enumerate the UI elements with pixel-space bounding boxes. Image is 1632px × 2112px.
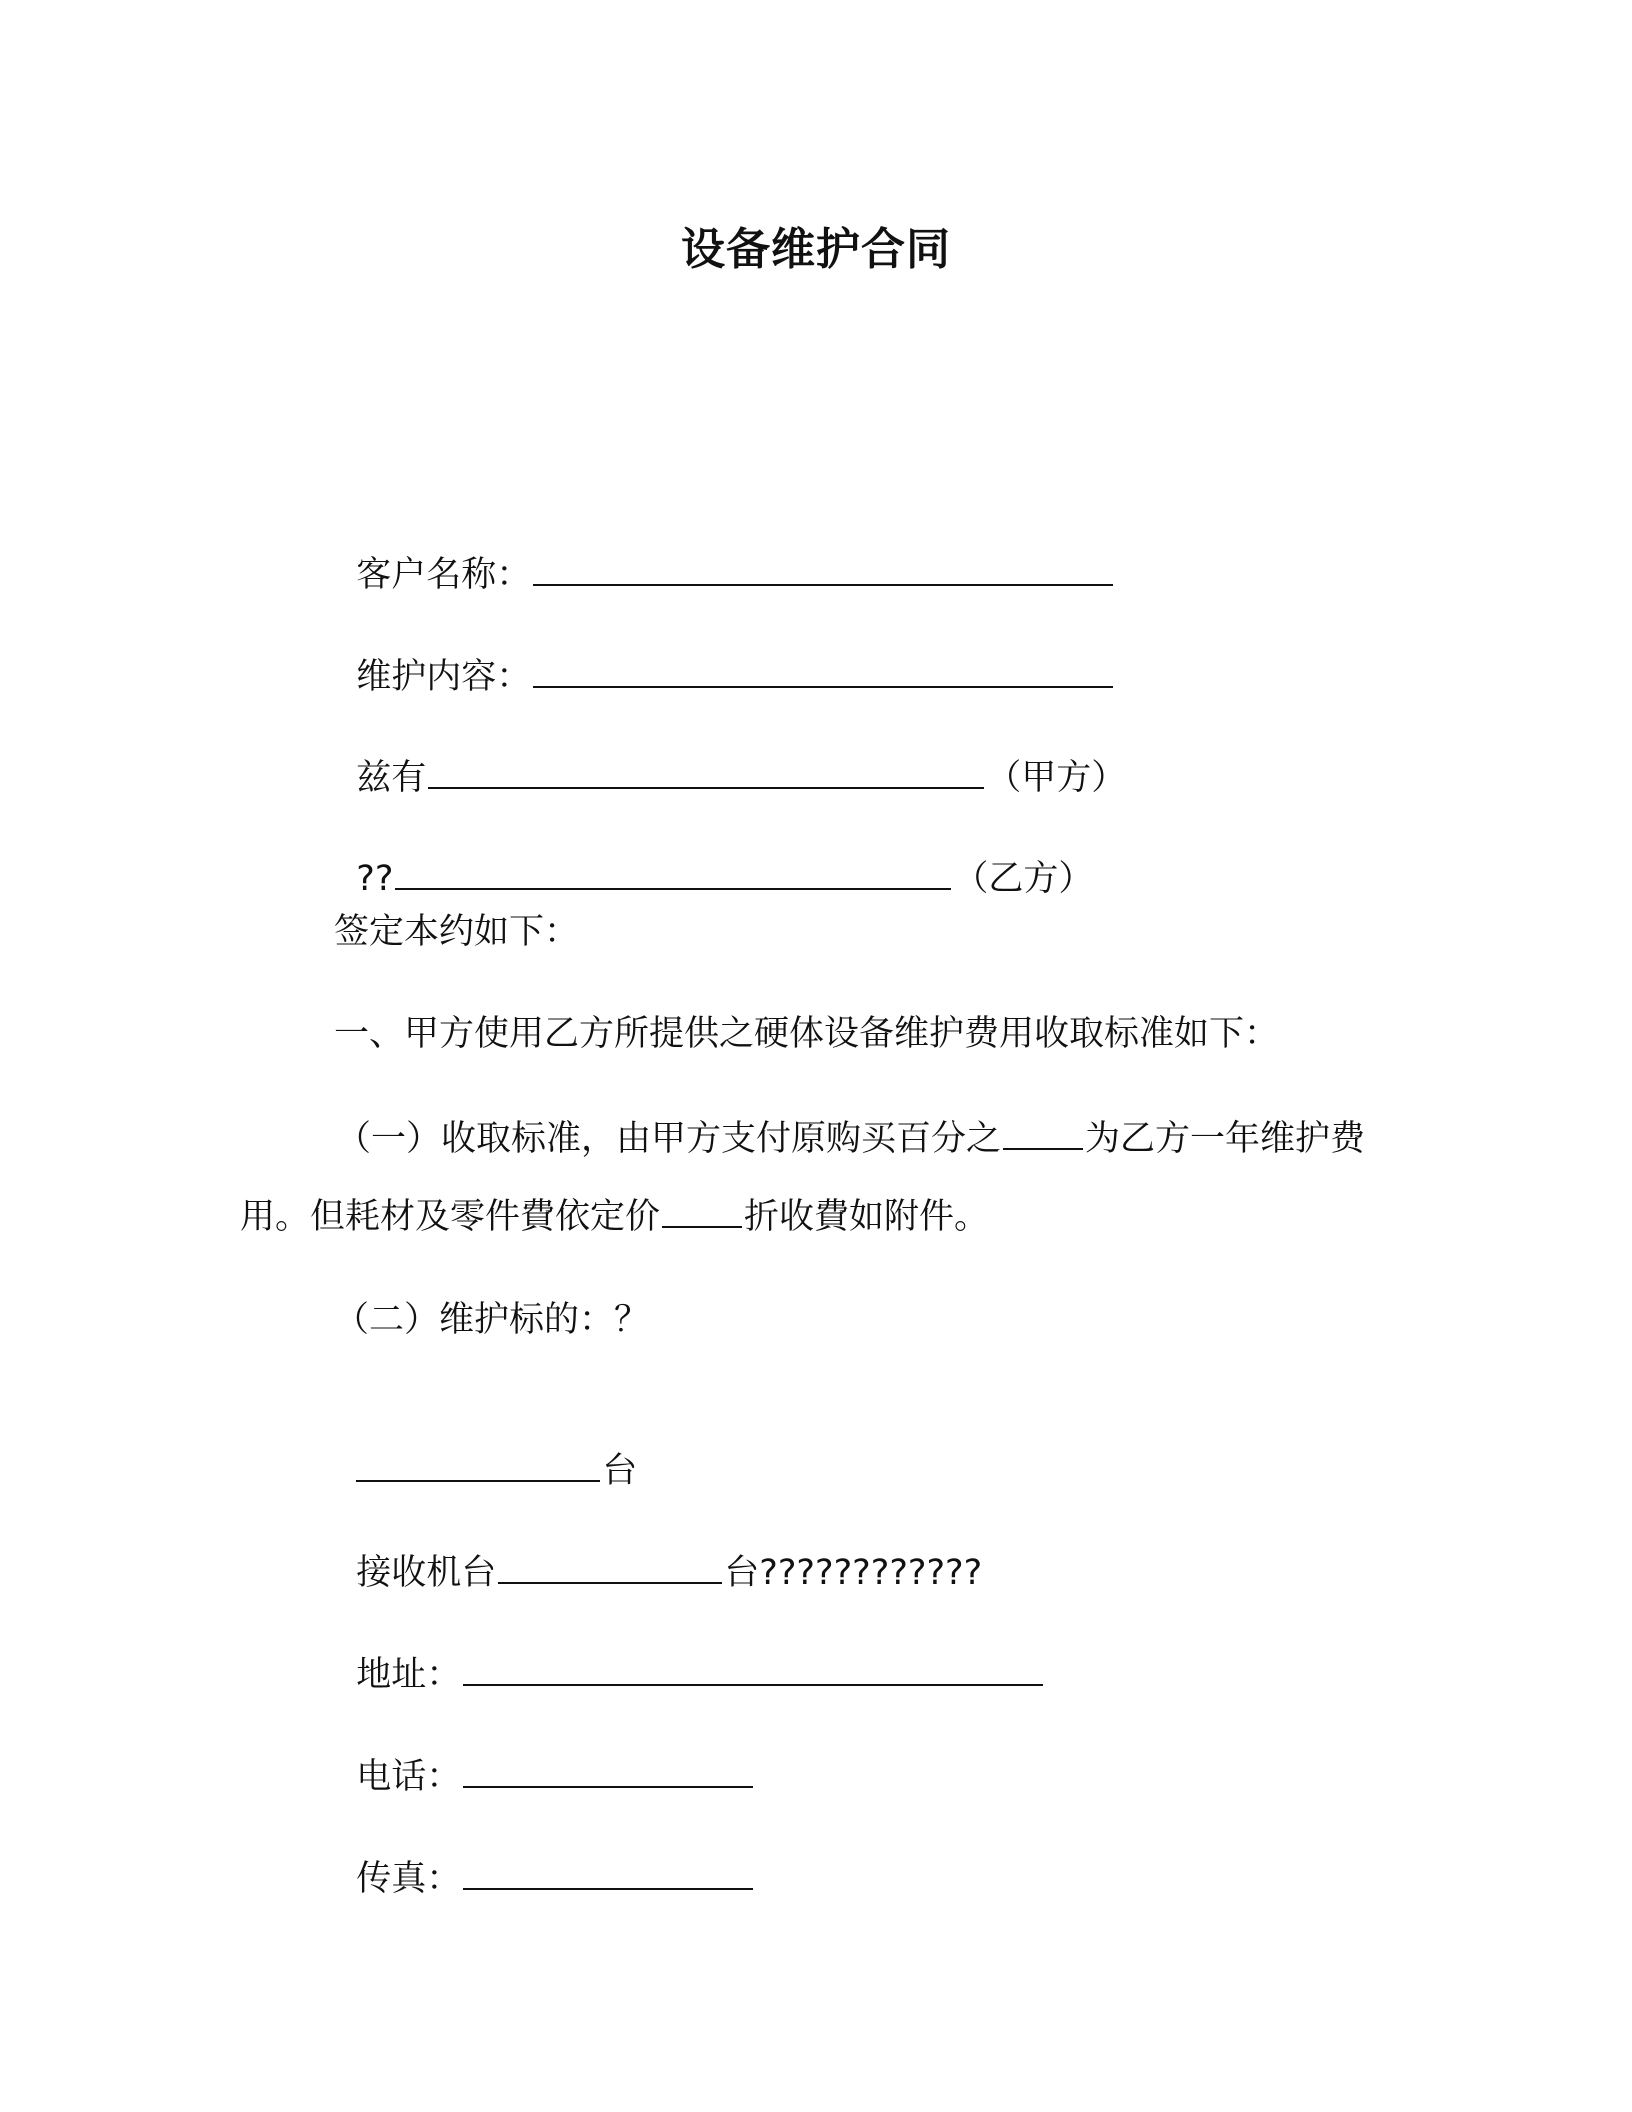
- sub-one-part2: 为乙方一年维护费用。但耗材及零件費依定价: [240, 1119, 1366, 1237]
- party-b-blank[interactable]: [395, 854, 951, 890]
- receiver-label: 接收机台: [356, 1553, 497, 1593]
- unit-blank[interactable]: [356, 1446, 600, 1482]
- phone-label: 电话：: [356, 1757, 462, 1797]
- fax-label: 传真：: [356, 1859, 462, 1899]
- discount-blank[interactable]: [662, 1192, 742, 1228]
- party-b-suffix: （乙方）: [953, 859, 1094, 899]
- unit-row: [334, 1398, 637, 1495]
- clause-one: 一、甲方使用乙方所提供之硬体设备维护费用收取标准如下：: [334, 1014, 1280, 1054]
- sub-one-part3: 折收費如附件。: [744, 1197, 990, 1237]
- party-b-prefix: ??: [356, 859, 394, 899]
- party-a-blank[interactable]: [428, 753, 984, 789]
- address-row: [334, 1602, 1045, 1699]
- receiver-blank[interactable]: [498, 1548, 722, 1584]
- fax-blank[interactable]: [463, 1854, 753, 1890]
- contract-title: 设备维护合同: [681, 224, 951, 275]
- address-blank[interactable]: [463, 1650, 1043, 1686]
- sub-clause-one: [240, 1100, 1390, 1256]
- customer-name-row: [334, 502, 1115, 599]
- receiver-suffix: 台????????????: [724, 1553, 983, 1593]
- sub-clause-two: （二）维护标的：？: [334, 1300, 650, 1340]
- customer-name-label: 客户名称：: [356, 555, 532, 595]
- address-label: 地址：: [356, 1655, 462, 1695]
- maintenance-content-blank[interactable]: [533, 652, 1113, 688]
- phone-row: [334, 1704, 755, 1801]
- percentage-blank[interactable]: [1003, 1114, 1083, 1150]
- party-a-suffix: （甲方）: [986, 758, 1127, 798]
- party-a-prefix: 兹有: [356, 758, 427, 798]
- party-b-row: [334, 806, 1093, 903]
- phone-blank[interactable]: [463, 1752, 753, 1788]
- fax-row: [334, 1806, 755, 1903]
- party-a-row: [334, 705, 1126, 802]
- unit-suffix: 台: [602, 1451, 638, 1491]
- maintenance-content-label: 维护内容：: [356, 657, 532, 697]
- customer-name-blank[interactable]: [533, 550, 1113, 586]
- sub-one-part1: （一）收取标准，由甲方支付原购买百分之: [336, 1119, 1002, 1159]
- maintenance-content-row: [334, 604, 1115, 701]
- receiver-row: [334, 1500, 982, 1597]
- agreement-line: 签定本约如下：: [334, 912, 580, 952]
